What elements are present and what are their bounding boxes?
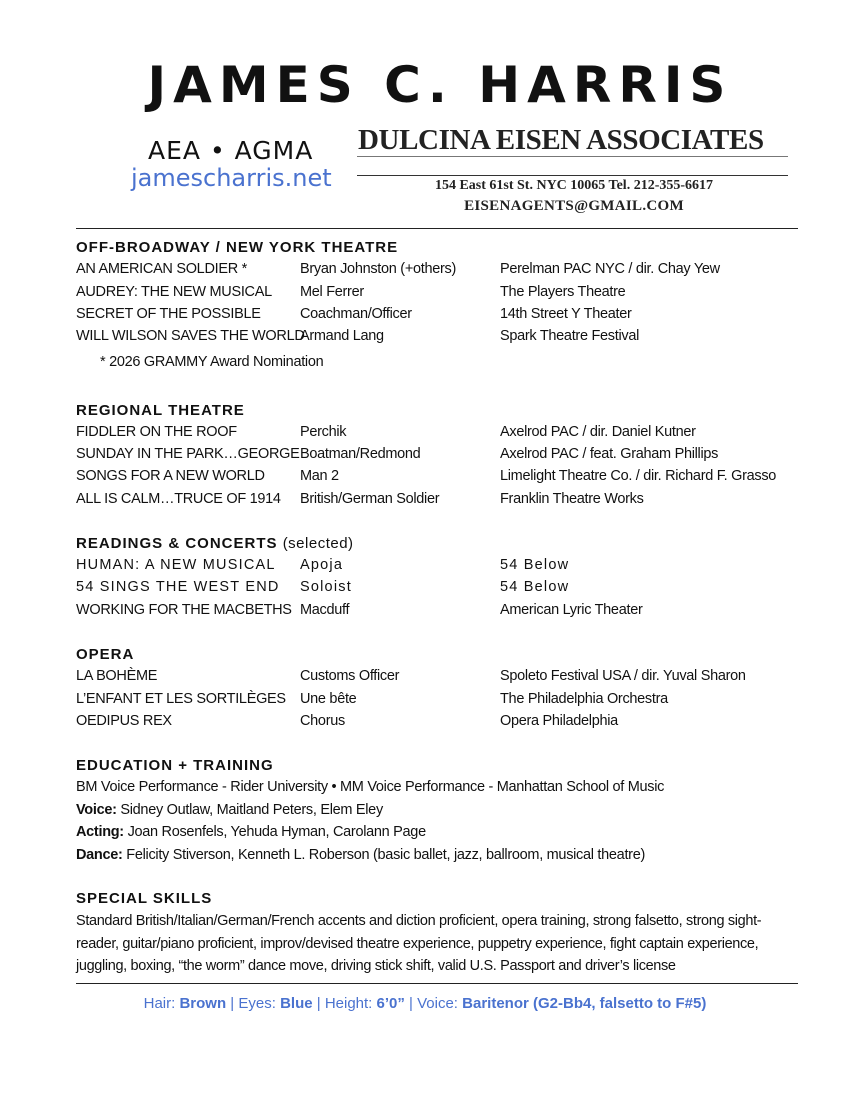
credit-venue: Franklin Theatre Works	[500, 491, 644, 507]
credit-show: SONGS FOR A NEW WORLD	[76, 468, 265, 484]
credit-show: L’ENFANT ET LES SORTILÈGES	[76, 691, 286, 707]
resume-name: JAMES C. HARRIS	[147, 56, 733, 114]
credit-show: ALL IS CALM…TRUCE OF 1914	[76, 491, 281, 507]
credit-venue: American Lyric Theater	[500, 602, 643, 618]
training-voice-teachers: Sidney Outlaw, Maitland Peters, Elem Eley	[120, 802, 383, 818]
header-divider	[76, 228, 798, 229]
training-voice	[76, 802, 383, 818]
credit-role: Customs Officer	[300, 668, 400, 684]
stat-height-value: 6’0”	[376, 995, 405, 1012]
credit-role: Chorus	[300, 713, 345, 729]
credit-role: Une bête	[300, 691, 357, 707]
training-voice-label: Voice:	[76, 802, 117, 818]
agency-divider-bottom	[357, 175, 788, 176]
stat-eyes-value: Blue	[280, 995, 313, 1012]
credit-show: WILL WILSON SAVES THE WORLD	[76, 328, 305, 344]
credit-show: 54 SINGS THE WEST END	[76, 579, 280, 595]
stat-voice-value: Baritenor (G2-Bb4, falsetto to F#5)	[462, 995, 707, 1012]
credit-venue: Axelrod PAC / dir. Daniel Kutner	[500, 424, 696, 440]
section-title-readings-note: (selected)	[282, 535, 354, 552]
credit-venue: 54 Below	[500, 557, 570, 573]
credit-show: AN AMERICAN SOLDIER *	[76, 261, 247, 277]
credit-role: British/German Soldier	[300, 491, 440, 507]
credit-role: Macduff	[300, 602, 350, 618]
stat-eyes-label: Eyes:	[238, 995, 276, 1012]
credit-venue: Perelman PAC NYC / dir. Chay Yew	[500, 261, 720, 277]
training-acting-teachers: Joan Rosenfels, Yehuda Hyman, Carolann Page	[127, 824, 426, 840]
credit-show: SECRET OF THE POSSIBLE	[76, 306, 261, 322]
union-affiliations: AEA • AGMA	[148, 136, 314, 165]
credit-show: SUNDAY IN THE PARK…GEORGE	[76, 446, 300, 462]
section-title-regional: REGIONAL THEATRE	[76, 402, 245, 419]
credit-venue: The Philadelphia Orchestra	[500, 691, 668, 707]
stat-hair-value: Brown	[179, 995, 227, 1012]
physical-stats	[0, 995, 850, 1012]
stat-voice-label: Voice:	[417, 995, 458, 1012]
section-title-opera: OPERA	[76, 646, 135, 663]
stat-hair-label: Hair:	[143, 995, 176, 1012]
credit-venue: 54 Below	[500, 579, 570, 595]
stat-height-label: Height:	[324, 995, 373, 1012]
credit-venue: Opera Philadelphia	[500, 713, 618, 729]
training-dance-label: Dance:	[76, 847, 123, 863]
credit-venue: 14th Street Y Theater	[500, 306, 632, 322]
education-degrees: BM Voice Performance - Rider University • MM Voice Performance - Manhattan School of Music	[76, 779, 665, 795]
credit-venue: Axelrod PAC / feat. Graham Phillips	[500, 446, 719, 462]
agency-divider-top	[357, 156, 788, 157]
credit-role: Perchik	[300, 424, 347, 440]
credit-show: FIDDLER ON THE ROOF	[76, 424, 237, 440]
section-title-off-broadway: OFF-BROADWAY / NEW YORK THEATRE	[76, 239, 399, 256]
section-title-skills: SPECIAL SKILLS	[76, 890, 213, 907]
credit-show: HUMAN: A NEW MUSICAL	[76, 557, 276, 573]
credit-role: Apoja	[300, 557, 344, 573]
credit-role: Soloist	[300, 579, 352, 595]
website-link[interactable]: jamescharris.net	[131, 164, 332, 192]
stat-separator: |	[312, 995, 325, 1012]
credit-show: LA BOHÈME	[76, 668, 158, 684]
section-title-education: EDUCATION + TRAINING	[76, 757, 274, 774]
agency-address: 154 East 61st St. NYC 10065 Tel. 212-355-6617	[434, 178, 714, 193]
training-dance-teachers: Felicity Stiverson, Kenneth L. Roberson (basic ballet, jazz, ballroom, musical theatre)	[126, 847, 645, 863]
agency-email[interactable]: EISENAGENTS@GMAIL.COM	[464, 198, 684, 214]
section-title-readings-label: READINGS & CONCERTS	[76, 535, 278, 552]
credit-role: Mel Ferrer	[300, 284, 364, 300]
credit-venue: Limelight Theatre Co. / dir. Richard F. Grasso	[500, 468, 777, 484]
training-dance	[76, 847, 645, 863]
footer-divider	[76, 983, 798, 984]
training-acting	[76, 824, 426, 840]
credit-venue: Spark Theatre Festival	[500, 328, 640, 344]
section-title-readings	[76, 535, 354, 552]
agency-name: DULCINA EISEN ASSOCIATES	[358, 124, 764, 156]
credit-show: OEDIPUS REX	[76, 713, 172, 729]
credit-role: Coachman/Officer	[300, 306, 412, 322]
training-acting-label: Acting:	[76, 824, 124, 840]
credit-role: Man 2	[300, 468, 339, 484]
special-skills-text: Standard British/Italian/German/French accents and diction proficient, opera training, strong falsetto, strong sight-reader, guitar/piano proficient, improv/devised theatre experience, puppetry experience, fight captain experience, juggling, boxing, “the worm” dance move, driving stick shift, valid U.S. Passport and driver’s license	[76, 913, 762, 974]
credit-venue: Spoleto Festival USA / dir. Yuval Sharon	[500, 668, 746, 684]
credit-show: AUDREY: THE NEW MUSICAL	[76, 284, 272, 300]
grammy-footnote: * 2026 GRAMMY Award Nomination	[100, 354, 324, 370]
credit-role: Armand Lang	[300, 328, 384, 344]
credit-role: Bryan Johnston (+others)	[300, 261, 457, 277]
stat-separator: |	[404, 995, 418, 1012]
stat-separator: |	[226, 995, 239, 1012]
credit-venue: The Players Theatre	[500, 284, 626, 300]
credit-role: Boatman/Redmond	[300, 446, 421, 462]
credit-show: WORKING FOR THE MACBETHS	[76, 602, 292, 618]
